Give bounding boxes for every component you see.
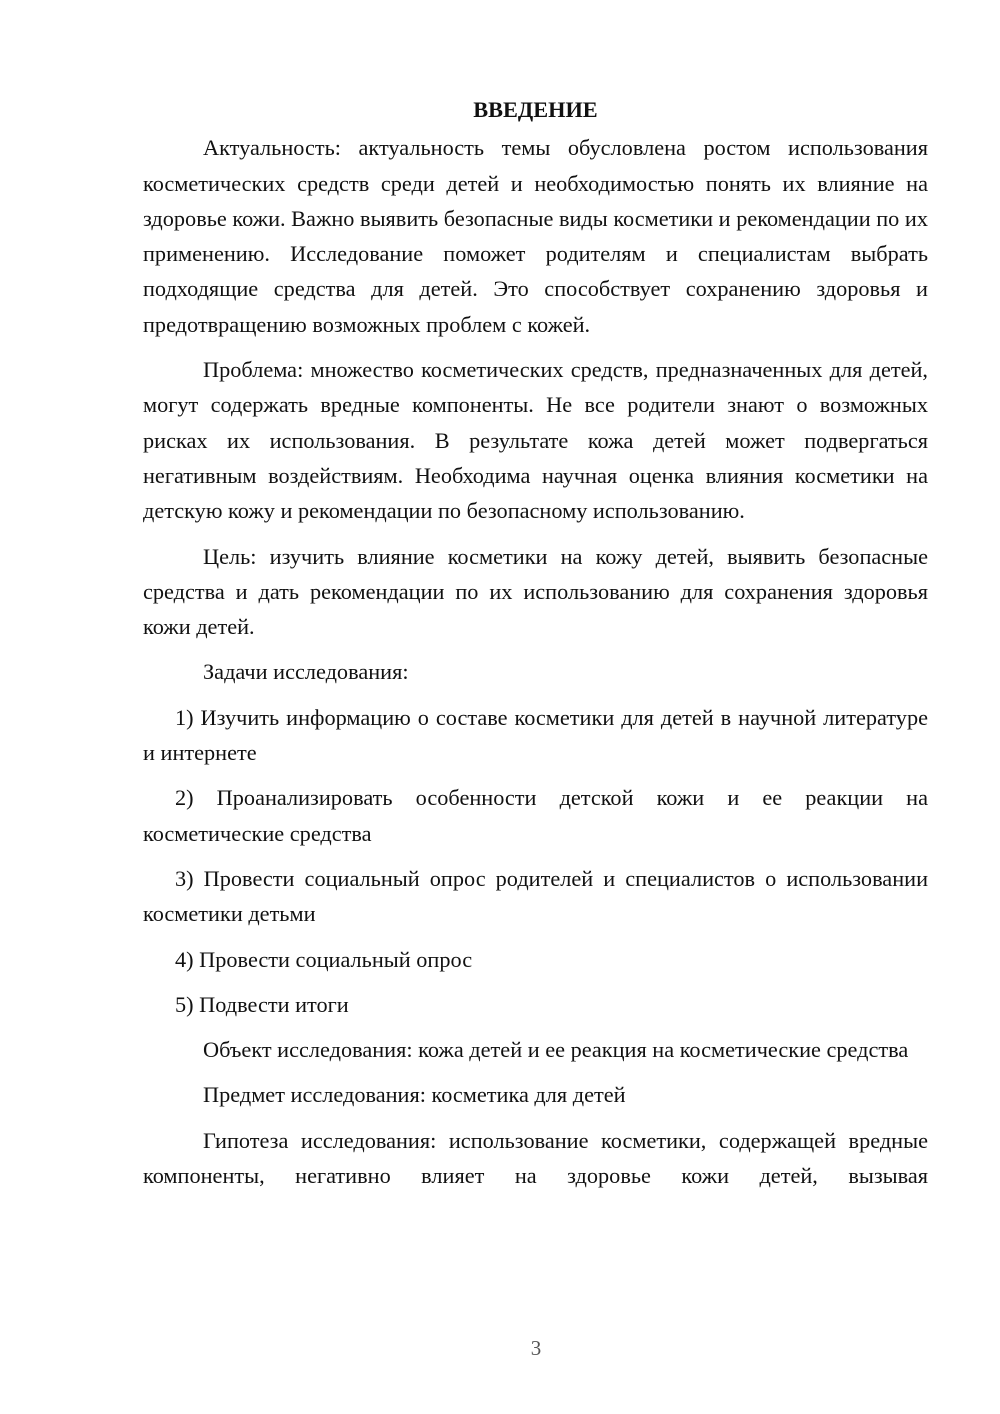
section-heading: ВВЕДЕНИЕ xyxy=(473,97,598,122)
task-item-4: 4) Провести социальный опрос xyxy=(175,946,473,972)
task-item-3: 3) Провести социальный опрос родителей и специалистов о использовании косметики детьми xyxy=(143,865,928,927)
task-item-2: 2) Проанализировать особенности детской кожи и ее реакции на косметические средства xyxy=(143,785,928,846)
subject-paragraph: Предмет исследования: косметика для детей xyxy=(203,1082,626,1108)
relevance-paragraph: Актуальность: актуальность темы обусловлена ростом использования косметических средств среди детей и необходимостью понять их влияние на здоровье кожи. Важно выявить безопасные виды косметики и рекомендации по их применению. Исследование поможет родителям и специалистам выбрать подходящие средства для детей. Это способствует сохранению здоровья и предотвращению возможных проблем с кожей. xyxy=(143,135,928,337)
goal-paragraph: Цель: изучить влияние косметики на кожу детей, выявить безопасные средства и дать рекомендации по их использованию для сохранения здоровья кожи детей. xyxy=(143,543,928,640)
task-item-1: 1) Изучить информацию о составе косметики для детей в научной литературе и интернете xyxy=(143,704,928,766)
hypothesis-paragraph: Гипотеза исследования: использование косметики, содержащей вредные компоненты, негативно влияет на здоровье кожи детей, вызывая xyxy=(143,1127,928,1189)
page-number: 3 xyxy=(530,1336,542,1360)
task-item-5: 5) Подвести итоги xyxy=(175,991,349,1017)
problem-paragraph: Проблема: множество косметических средств, предназначенных для детей, могут содержать вредные компоненты. Не все родители знают о возможных рисках их использования. В результате кожа детей может подвергаться негативным воздействиям. Необходима научная оценка влияния косметики на детскую кожу и рекомендации по безопасному использованию. xyxy=(143,357,928,524)
tasks-title: Задачи исследования: xyxy=(203,659,409,685)
document-page xyxy=(143,92,928,1193)
object-paragraph: Объект исследования: кожа детей и ее реакция на косметические средства xyxy=(203,1037,909,1063)
